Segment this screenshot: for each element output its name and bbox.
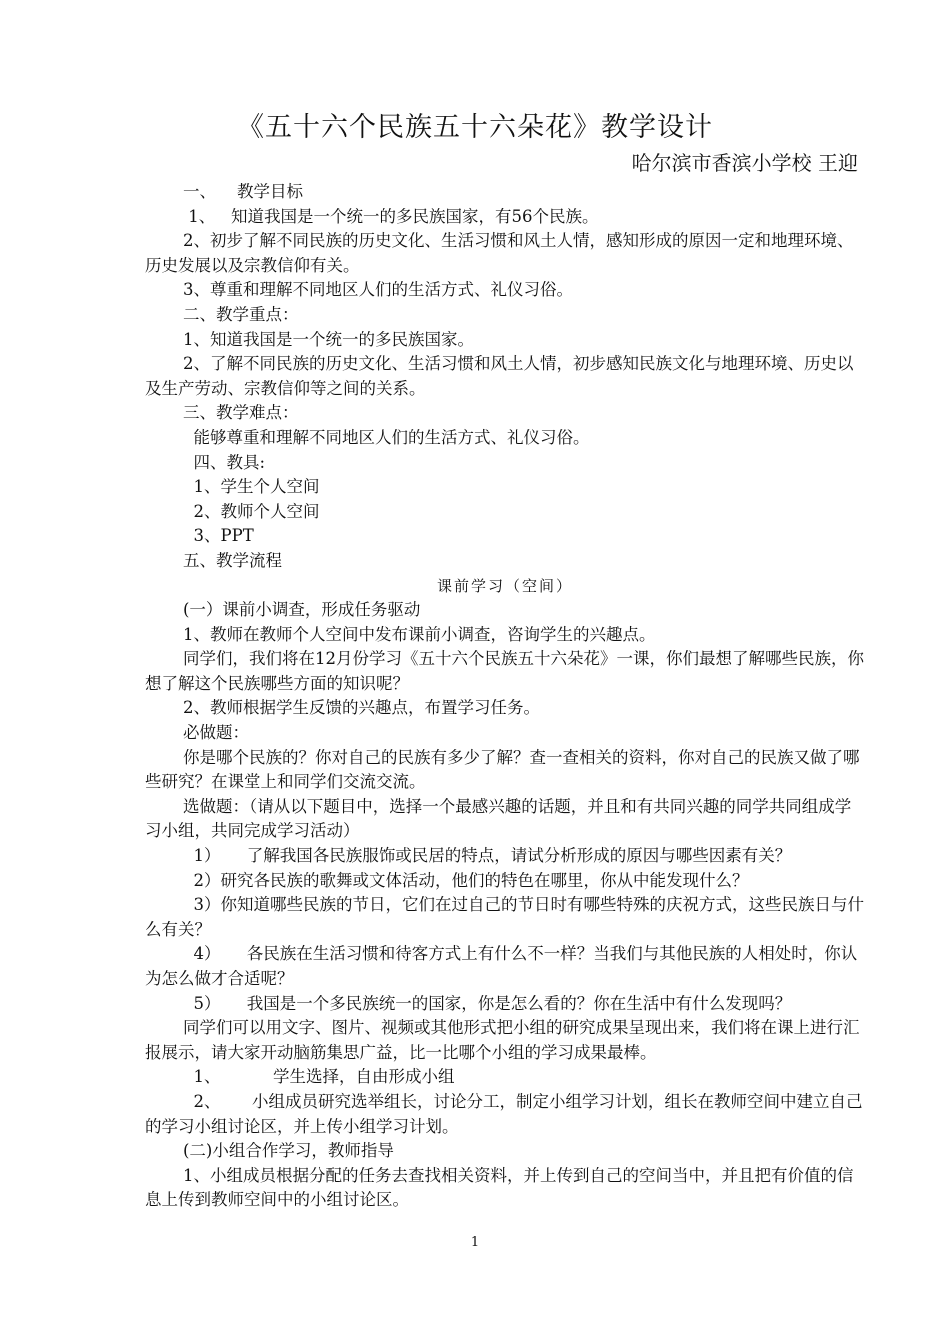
heading-key-points: 二、教学重点： <box>183 304 299 324</box>
paragraph: 1、教师在教师个人空间中发布课前小调查，咨询学生的兴趣点。 <box>183 624 656 644</box>
paragraph: 3、尊重和理解不同地区人们的生活方式、礼仪习俗。 <box>183 280 573 300</box>
heading-objectives: 一、 教学目标 <box>183 182 303 201</box>
paragraph: 2、初步了解不同民族的历史文化、生活习惯和风土人情，感知形成的原因一定和地理环境、历史发展以及宗教信仰有关。 <box>145 231 854 275</box>
paragraph: 你是哪个民族的？你对自己的民族有多少了解？查一查相关的资料，你对自己的民族又做了哪些研究？在课堂上和同学们交流交流。 <box>145 747 860 792</box>
list-item: 2、 小组成员研究选举组长，讨论分工，制定小组学习计划，组长在教师空间中建立自己的学习小组讨论区，并上传小组学习计划。 <box>145 1091 863 1136</box>
paragraph: 能够尊重和理解不同地区人们的生活方式、礼仪习俗。 <box>183 427 590 447</box>
subheading: (一）课前小调查，形成任务驱动 <box>183 600 421 620</box>
list-item: 5） 我国是一个多民族统一的国家，你是怎么看的？你在生活中有什么发现吗？ <box>183 993 792 1013</box>
list-item: 1） 了解我国各民族服饰或民居的特点，请试分析形成的原因与哪些因素有关？ <box>183 846 792 866</box>
heading-process: 五、教学流程 <box>183 550 282 570</box>
heading-difficulties: 三、教学难点： <box>183 403 299 423</box>
list-item: 1、 学生选择，自由形成小组 <box>183 1067 455 1087</box>
paragraph: 2、了解不同民族的历史文化、生活习惯和风土人情，初步感知民族文化与地理环境、历史以及生产劳动、宗教信仰等之间的关系。 <box>145 354 854 398</box>
paragraph: 1、 知道我国是一个统一的多民族国家，有56个民族。 <box>183 206 599 226</box>
list-item: 2、教师个人空间 <box>183 501 320 521</box>
heading-tools: 四、教具: <box>183 452 266 472</box>
paragraph: 同学们可以用文字、图片、视频或其他形式把小组的研究成果呈现出来，我们将在课上进行汇报展示，请大家开动脑筋集思广益，比一比哪个小组的学习成果最棒。 <box>145 1018 860 1062</box>
list-item: 3、PPT <box>183 526 254 546</box>
document-body <box>145 180 865 1213</box>
paragraph: 2、教师根据学生反馈的兴趣点，布置学习任务。 <box>183 698 540 718</box>
subheading: (二)小组合作学习，教师指导 <box>183 1141 394 1161</box>
paragraph: 1、小组成员根据分配的任务去查找相关资料，并上传到自己的空间当中，并且把有价值的信息上传到教师空间中的小组讨论区。 <box>145 1165 854 1210</box>
paragraph: 选做题：（请从以下题目中，选择一个最感兴趣的话题，并且和有共同兴趣的同学共同组成学习小组，共同完成学习活动） <box>145 796 852 841</box>
paragraph: 同学们，我们将在12月份学习《五十六个民族五十六朵花》一课，你们最想了解哪些民族，你想了解这个民族哪些方面的知识呢？ <box>145 649 864 693</box>
list-item: 4） 各民族在生活习惯和待客方式上有什么不一样？当我们与其他民族的人相处时，你认为怎么做才合适呢？ <box>145 944 858 988</box>
paragraph: 必做题： <box>183 723 249 743</box>
paragraph: 1、知道我国是一个统一的多民族国家。 <box>183 329 474 349</box>
section-subtitle: 课前学习（空间） <box>436 576 573 595</box>
document-title: 《五十六个民族五十六朵花》教学设计 <box>237 112 713 143</box>
list-item: 2）研究各民族的歌舞或文体活动，他们的特色在哪里，你从中能发现什么？ <box>183 870 749 890</box>
list-item: 1、学生个人空间 <box>183 477 320 497</box>
page-number: 1 <box>470 1235 480 1250</box>
list-item: 3）你知道哪些民族的节日，它们在过自己的节日时有哪些特殊的庆祝方式，这些民族日与什么有关？ <box>145 895 864 939</box>
author-line: 哈尔滨市香滨小学校 王迎 <box>631 151 858 175</box>
